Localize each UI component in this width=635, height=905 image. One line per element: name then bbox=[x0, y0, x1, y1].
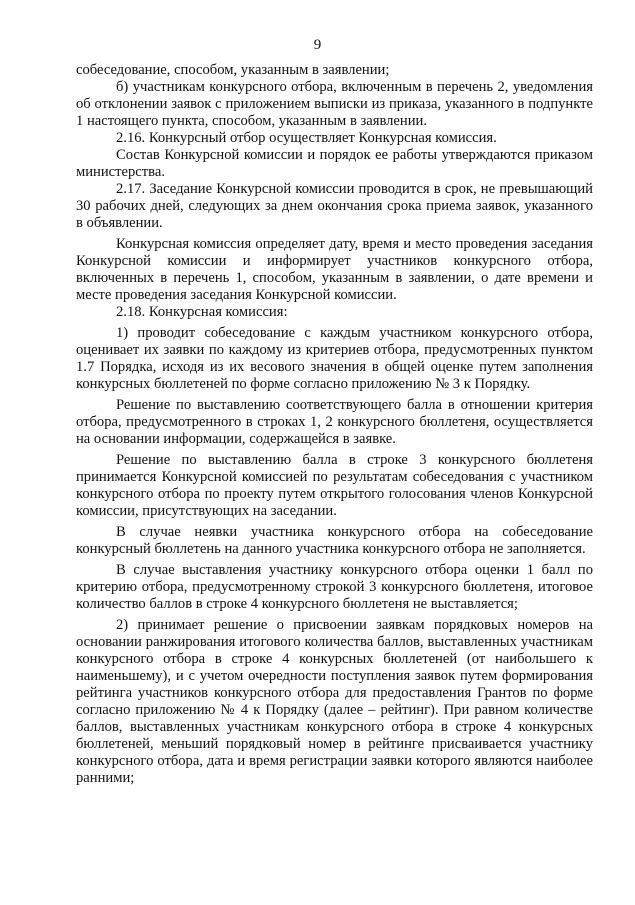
paragraph: собеседование, способом, указанным в заявлении; bbox=[76, 62, 390, 78]
paragraph: В случае выставления участнику конкурсного отбора оценки 1 балл по критерию отбора, предусмотренному строкой 3 конкурсного бюллетеня, итоговое количество баллов в строке 4 конкурсного бюллетеня не выставляется; bbox=[76, 562, 593, 612]
paragraph: В случае неявки участника конкурсного отбора на собеседование конкурсный бюллетень на данного участника конкурсного отбора не заполняется. bbox=[76, 524, 593, 557]
page-number: 9 bbox=[313, 37, 322, 53]
paragraph: Конкурсная комиссия определяет дату, время и место проведения заседания Конкурсной комиссии и информирует участников конкурсного отбора, включенных в перечень 1, способом, указанным в заявлении, о дате времени и месте проведения заседания Конкурсной комиссии. bbox=[76, 236, 593, 303]
paragraph: 2.17. Заседание Конкурсной комиссии проводится в срок, не превышающий 30 рабочих дней, следующих за днем окончания срока приема заявок, указанного в объявлении. bbox=[76, 181, 593, 231]
paragraph: 2) принимает решение о присвоении заявкам порядковых номеров на основании ранжирования итогового количества баллов, выставленных участникам конкурсного отбора в строке 4 конкурсных бюллетеней (от наибольшего к наименьшему), и с учетом очередности поступления заявок путем формирования рейтинга участников конкурсного отбора для предоставления Грантов по форме согласно приложению № 4 к Порядку (далее – рейтинг). При равном количестве баллов, выставленных участникам конкурсного отбора в строке 4 конкурсных бюллетеней, меньший порядковый номер в рейтинге присваивается участнику конкурсного отбора, дата и время регистрации заявки которого являются наиболее ранними; bbox=[76, 617, 593, 786]
paragraph: 2.18. Конкурсная комиссия: bbox=[116, 304, 288, 320]
paragraph: 2.16. Конкурсный отбор осуществляет Конкурсная комиссия. bbox=[116, 130, 497, 146]
paragraph: Решение по выставлению балла в строке 3 конкурсного бюллетеня принимается Конкурсной комиссией по результатам собеседования с участником конкурсного отбора по проекту путем открытого голосования членов Конкурсной комиссии, присутствующих на заседании. bbox=[76, 452, 593, 519]
document-body bbox=[76, 62, 593, 787]
paragraph: 1) проводит собеседование с каждым участником конкурсного отбора, оценивает их заявки по каждому из критериев отбора, предусмотренных пунктом 1.7 Порядка, исходя из их весового значения в общей оценке путем заполнения конкурсных бюллетеней по форме согласно приложению № 3 к Порядку. bbox=[76, 325, 593, 392]
paragraph: Решение по выставлению соответствующего балла в отношении критерия отбора, предусмотренного в строках 1, 2 конкурсного бюллетеня, осуществляется на основании информации, содержащейся в заявке. bbox=[76, 397, 593, 447]
paragraph: б) участникам конкурсного отбора, включенным в перечень 2, уведомления об отклонении заявок с приложением выписки из приказа, указанного в подпункте 1 настоящего пункта, способом, указанным в заявлении. bbox=[76, 79, 593, 129]
paragraph: Состав Конкурсной комиссии и порядок ее работы утверждаются приказом министерства. bbox=[76, 147, 593, 180]
